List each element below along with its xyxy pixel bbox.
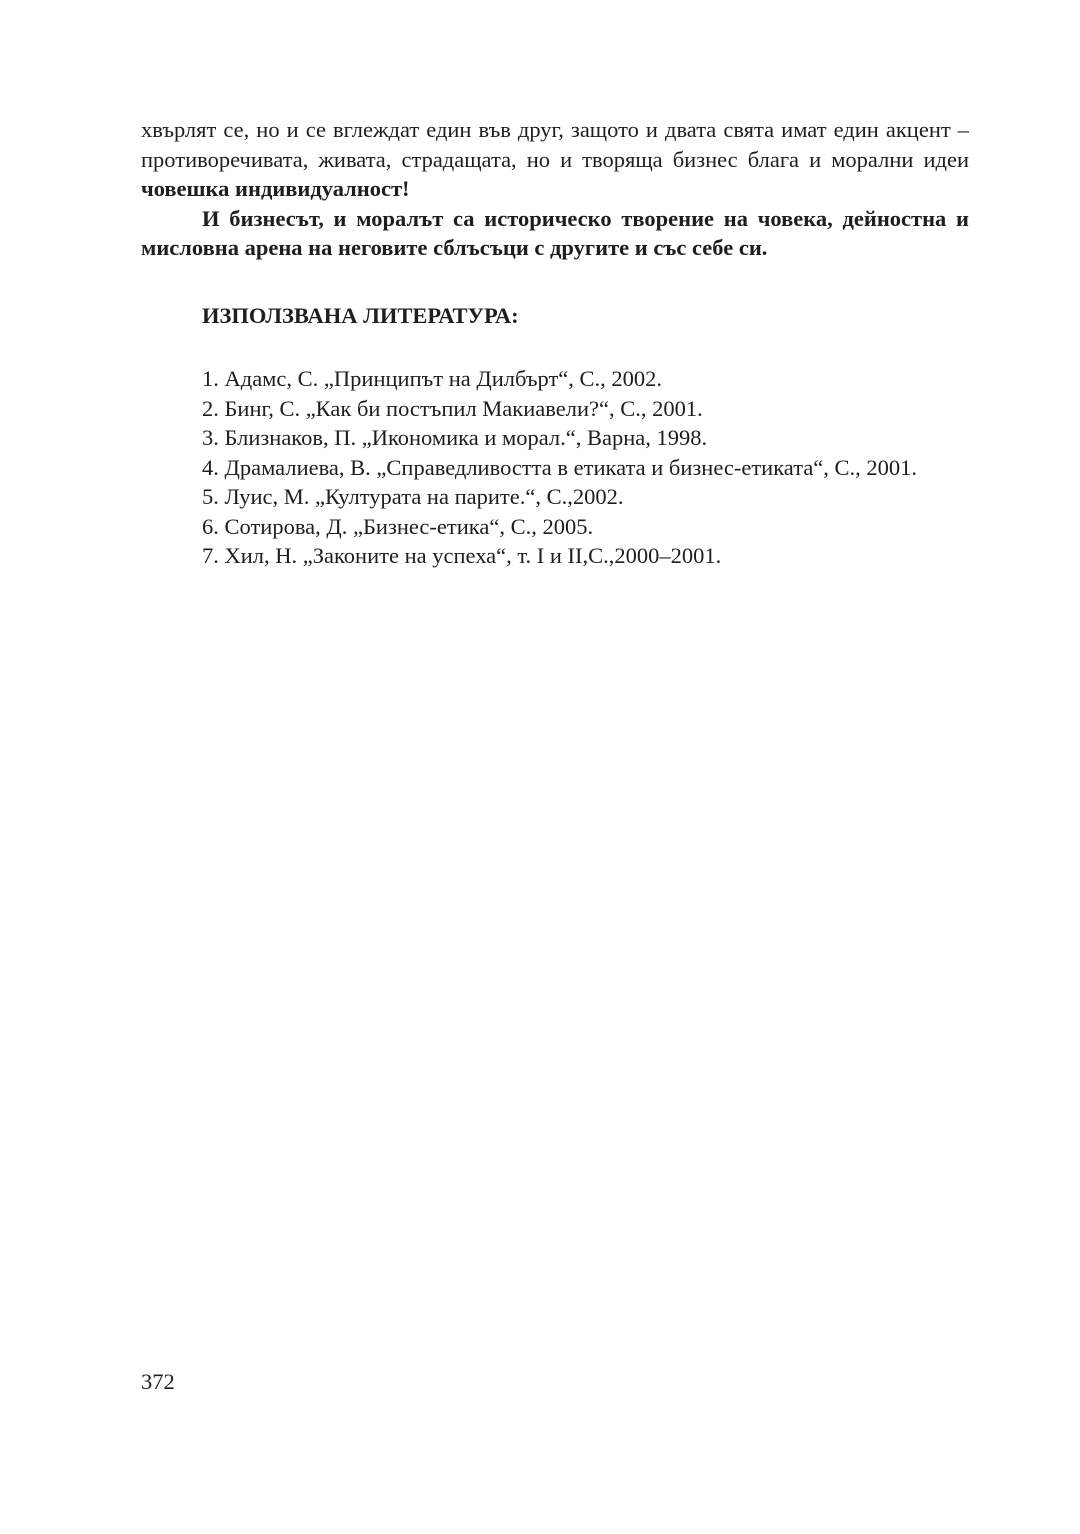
- paragraph-conclusion: [141, 115, 969, 204]
- paragraph-line: и морални идеи: [809, 146, 969, 172]
- page-content: [141, 115, 969, 571]
- reference-item: 4. Драмалиева, В. „Справедливостта в етиката и бизнес-етиката“, С., 2001.: [202, 454, 918, 480]
- paragraph-line: акцент – противоречивата, живата, страдащата, но и творяща бизнес блага: [141, 117, 969, 172]
- reference-item: 5. Луис, М. „Културата на парите.“, С.,2002.: [202, 484, 624, 509]
- paragraph-bold-statement: И бизнесът, и моралът са историческо творение на човека, дейностна и мисловна арена на неговите сблъсъци с другите и със себе си.: [141, 205, 969, 260]
- page-number: 372: [141, 1369, 175, 1394]
- reference-item: 1. Адамс, С. „Принципът на Дилбърт“, С., 2002.: [202, 366, 663, 391]
- reference-item: 2. Бинг, С. „Как би постъпил Макиавели?“, С., 2001.: [202, 395, 703, 421]
- references-list: [141, 364, 969, 571]
- emphasis-text: човешка индивидуалност!: [141, 176, 410, 201]
- paragraph-line: хвърлят се, но и се вглеждат един във друг, защото и двата свята имат един: [141, 117, 879, 142]
- reference-item: 7. Хил, Н. „Законите на успеха“, т. I и II,С.,2000–2001.: [202, 543, 722, 568]
- reference-item: 3. Близнаков, П. „Икономика и морал.“, Варна, 1998.: [202, 425, 708, 450]
- reference-item: 6. Сотирова, Д. „Бизнес-етика“, С., 2005.: [202, 513, 594, 539]
- references-heading: ИЗПОЛЗВАНА ЛИТЕРАТУРА:: [202, 302, 519, 328]
